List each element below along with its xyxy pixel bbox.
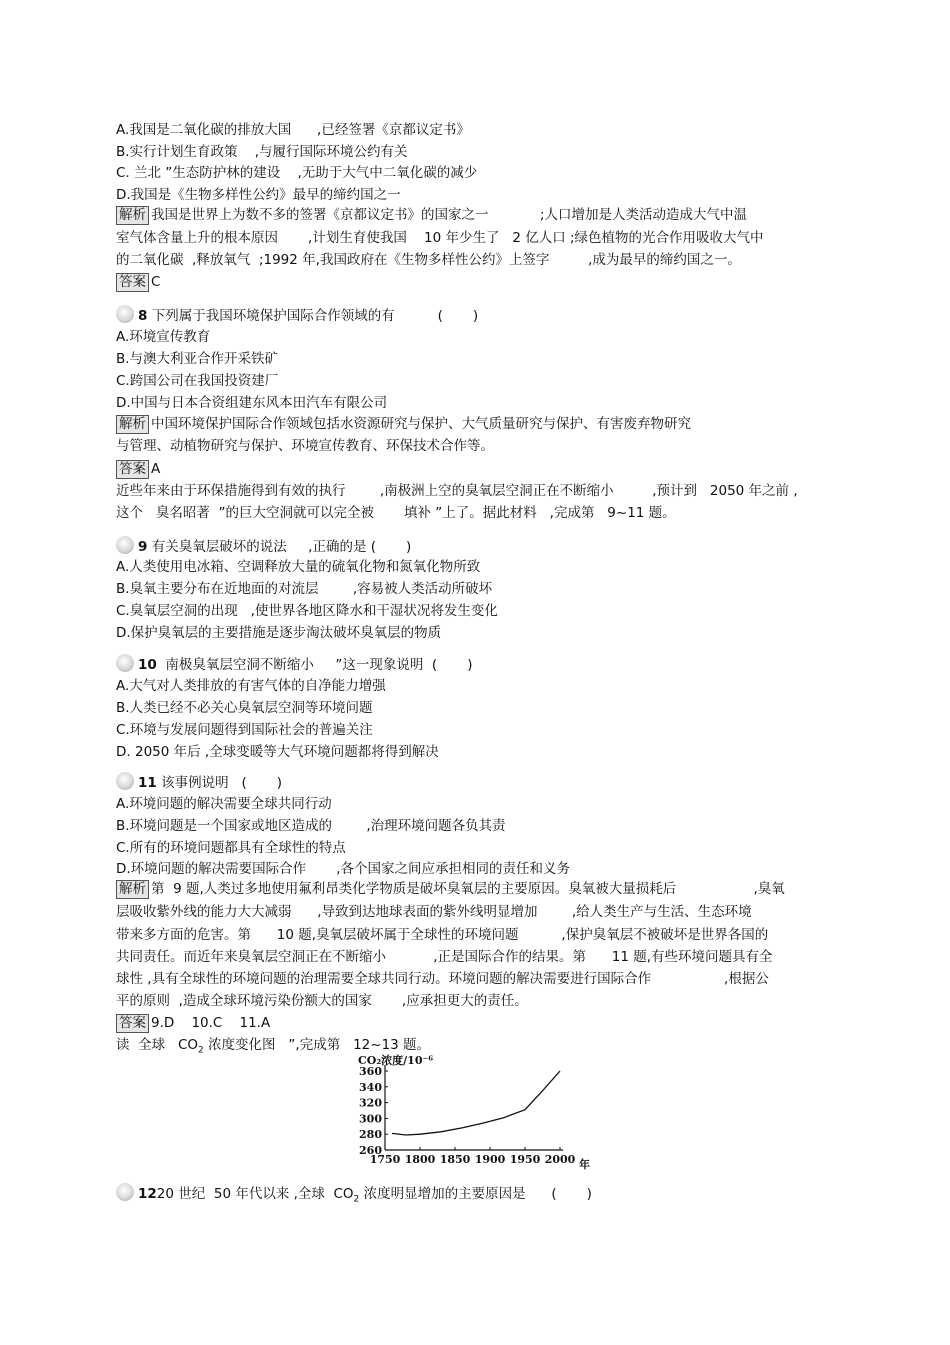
question-text-b: 浓度明显增加的主要原因是 ( ) [359, 1186, 592, 1202]
question-text: 南极臭氧层空洞不断缩小 ”这一现象说明 ( ) [156, 657, 473, 673]
option-7c: C. 兰北 ”生态防护林的建设 ,无助于大气中二氧化碳的减少 [116, 165, 478, 181]
option-8c: C.跨国公司在我国投资建厂 [116, 373, 279, 389]
analysis-7-line1 [116, 206, 747, 225]
analysis-9-11-line1 [116, 880, 785, 899]
x-tick-label: 1850 [439, 1153, 471, 1166]
y-tick-label: 280 [359, 1128, 382, 1142]
question-text: 该事例说明 ( ) [156, 775, 283, 791]
answer-9-11 [116, 1014, 270, 1033]
analysis-9-11-line2: 层吸收紫外线的能力大大减弱 ,导致到达地球表面的紫外线明显增加 ,给人类生产与生活、生态环境 [116, 904, 752, 920]
option-10b: B.人类已经不必关心臭氧层空洞等环境问题 [116, 700, 373, 716]
intro-text-a: 读 全球 CO [116, 1037, 199, 1053]
option-10a: A.大气对人类排放的有害气体的自净能力增强 [116, 678, 386, 694]
question-10 [116, 654, 472, 674]
analysis-9-11-line4: 共同责任。而近年来臭氧层空洞正在不断缩小 ,正是国际合作的结果。第 11 题,有些环境问题具有全 [116, 949, 773, 965]
question-text-a: 20 世纪 50 年代以来 ,全球 CO [156, 1186, 354, 1202]
question-subscript: 2 [353, 1194, 360, 1205]
x-tick-label: 1800 [404, 1153, 436, 1166]
option-8a: A.环境宣传教育 [116, 329, 211, 345]
option-9c: C.臭氧层空洞的出现 ,使世界各地区降水和干湿状况将发生变化 [116, 603, 498, 619]
question-bullet-icon [116, 1183, 134, 1201]
option-11b: B.环境问题是一个国家或地区造成的 ,治理环境问题各负其责 [116, 818, 506, 834]
answer-text: A [151, 461, 161, 477]
answer-text: C [151, 274, 161, 290]
y-tick-label: 300 [359, 1112, 382, 1126]
x-tick-label: 1950 [509, 1153, 541, 1166]
option-10d: D. 2050 年后 ,全球变暖等大气环境问题都将得到解决 [116, 744, 439, 760]
option-9b: B.臭氧主要分布在近地面的对流层 ,容易被人类活动所破坏 [116, 581, 493, 597]
y-tick-label: 360 [359, 1065, 382, 1078]
question-8 [116, 305, 478, 325]
analysis-text: 第 9 题,人类过多地使用氟利昂类化学物质是破坏臭氧层的主要原因。臭氧被大量损耗后 ,臭氧 [151, 881, 785, 897]
question-12 [116, 1183, 592, 1209]
question-number: 8 [138, 308, 148, 324]
option-11a: A.环境问题的解决需要全球共同行动 [116, 796, 332, 812]
intro-subscript: 2 [198, 1045, 204, 1056]
analysis-tag: 解析 [116, 415, 149, 434]
x-tick-label: 1750 [369, 1153, 401, 1166]
option-10c: C.环境与发展问题得到国际社会的普遍关注 [116, 722, 373, 738]
answer-tag: 答案 [116, 460, 149, 479]
analysis-text: 我国是世界上为数不多的签署《京都议定书》的国家之一 ;人口增加是人类活动造成大气中温 [151, 207, 748, 223]
material-line1: 近些年来由于环保措施得到有效的执行 ,南极洲上空的臭氧层空洞正在不断缩小 ,预计到 2050 年之前 , [116, 483, 798, 499]
option-8b: B.与澳大利亚合作开采铁矿 [116, 351, 279, 367]
option-7a: A.我国是二氧化碳的排放大国 ,已经签署《京都议定书》 [116, 122, 470, 138]
question-number: 10 [138, 657, 157, 673]
material-line2: 这个 臭名昭著 ”的巨大空洞就可以完全被 填补 ”上了。据此材料 ,完成第 9~11 题。 [116, 505, 676, 521]
answer-7 [116, 273, 160, 292]
question-text: 下列属于我国环境保护国际合作领域的有 ( ) [147, 308, 479, 324]
y-tick-label: 320 [359, 1096, 382, 1110]
option-7b: B.实行计划生育政策 ,与履行国际环境公约有关 [116, 144, 408, 160]
analysis-tag: 解析 [116, 880, 149, 899]
question-11 [116, 772, 282, 792]
question-bullet-icon [116, 536, 134, 554]
option-7d: D.我国是《生物多样性公约》最早的缔约国之一 [116, 187, 401, 203]
x-tick-label: 1900 [474, 1153, 506, 1166]
answer-tag: 答案 [116, 1014, 149, 1033]
co2-concentration-chart [355, 1053, 595, 1173]
question-9 [116, 536, 411, 556]
y-tick-label: 260 [359, 1144, 382, 1157]
answer-tag: 答案 [116, 273, 149, 292]
question-text: 有关臭氧层破坏的说法 ,正确的是 ( ) [147, 539, 412, 555]
analysis-7-line2: 室气体含量上升的根本原因 ,计划生育使我国 10 年少生了 2 亿人口 ;绿色植物的光合作用吸收大气中 [116, 230, 764, 246]
analysis-9-11-line6: 平的原则 ,造成全球环境污染份额大的国家 ,应承担更大的责任。 [116, 993, 528, 1009]
x-axis-label: 年 [579, 1158, 590, 1171]
option-8d: D.中国与日本合资组建东风本田汽车有限公司 [116, 395, 388, 411]
option-9d: D.保护臭氧层的主要措施是逐步淘汰破坏臭氧层的物质 [116, 625, 442, 641]
answer-text: 9.D 10.C 11.A [151, 1015, 271, 1031]
x-tick-label: 2000 [544, 1153, 576, 1166]
y-axis-label: CO₂浓度/10⁻⁶ [358, 1054, 434, 1067]
intro-text-b: 浓度变化图 ”,完成第 12~13 题。 [203, 1037, 431, 1053]
analysis-text: 中国环境保护国际合作领域包括水资源研究与保护、大气质量研究与保护、有害废弃物研究 [151, 416, 691, 432]
answer-8 [116, 460, 160, 479]
analysis-9-11-line3: 带来多方面的危害。第 10 题,臭氧层破坏属于全球性的环境问题 ,保护臭氧层不被破坏是世界各国的 [116, 927, 769, 943]
question-number: 11 [138, 775, 157, 791]
y-tick-label: 340 [359, 1080, 382, 1094]
question-number: 9 [138, 539, 148, 555]
question-number: 12 [138, 1186, 157, 1202]
question-bullet-icon [116, 305, 134, 323]
co2-series-line [392, 1071, 560, 1135]
option-9a: A.人类使用电冰箱、空调释放大量的硫氧化物和氮氧化物所致 [116, 559, 481, 575]
question-bullet-icon [116, 772, 134, 790]
question-bullet-icon [116, 654, 134, 672]
analysis-7-line3: 的二氧化碳 ,释放氧气 ;1992 年,我国政府在《生物多样性公约》上签字 ,成为最早的缔约国之一。 [116, 252, 741, 268]
analysis-tag: 解析 [116, 206, 149, 225]
analysis-8-line1 [116, 415, 691, 434]
option-11c: C.所有的环境问题都具有全球性的特点 [116, 840, 346, 856]
analysis-9-11-line5: 球性 ,具有全球性的环境问题的治理需要全球共同行动。环境问题的解决需要进行国际合作 ,根据公 [116, 971, 769, 987]
analysis-8-line2: 与管理、动植物研究与保护、环境宣传教育、环保技术合作等。 [116, 438, 494, 454]
option-11d: D.环境问题的解决需要国际合作 ,各个国家之间应承担相同的责任和义务 [116, 861, 571, 877]
